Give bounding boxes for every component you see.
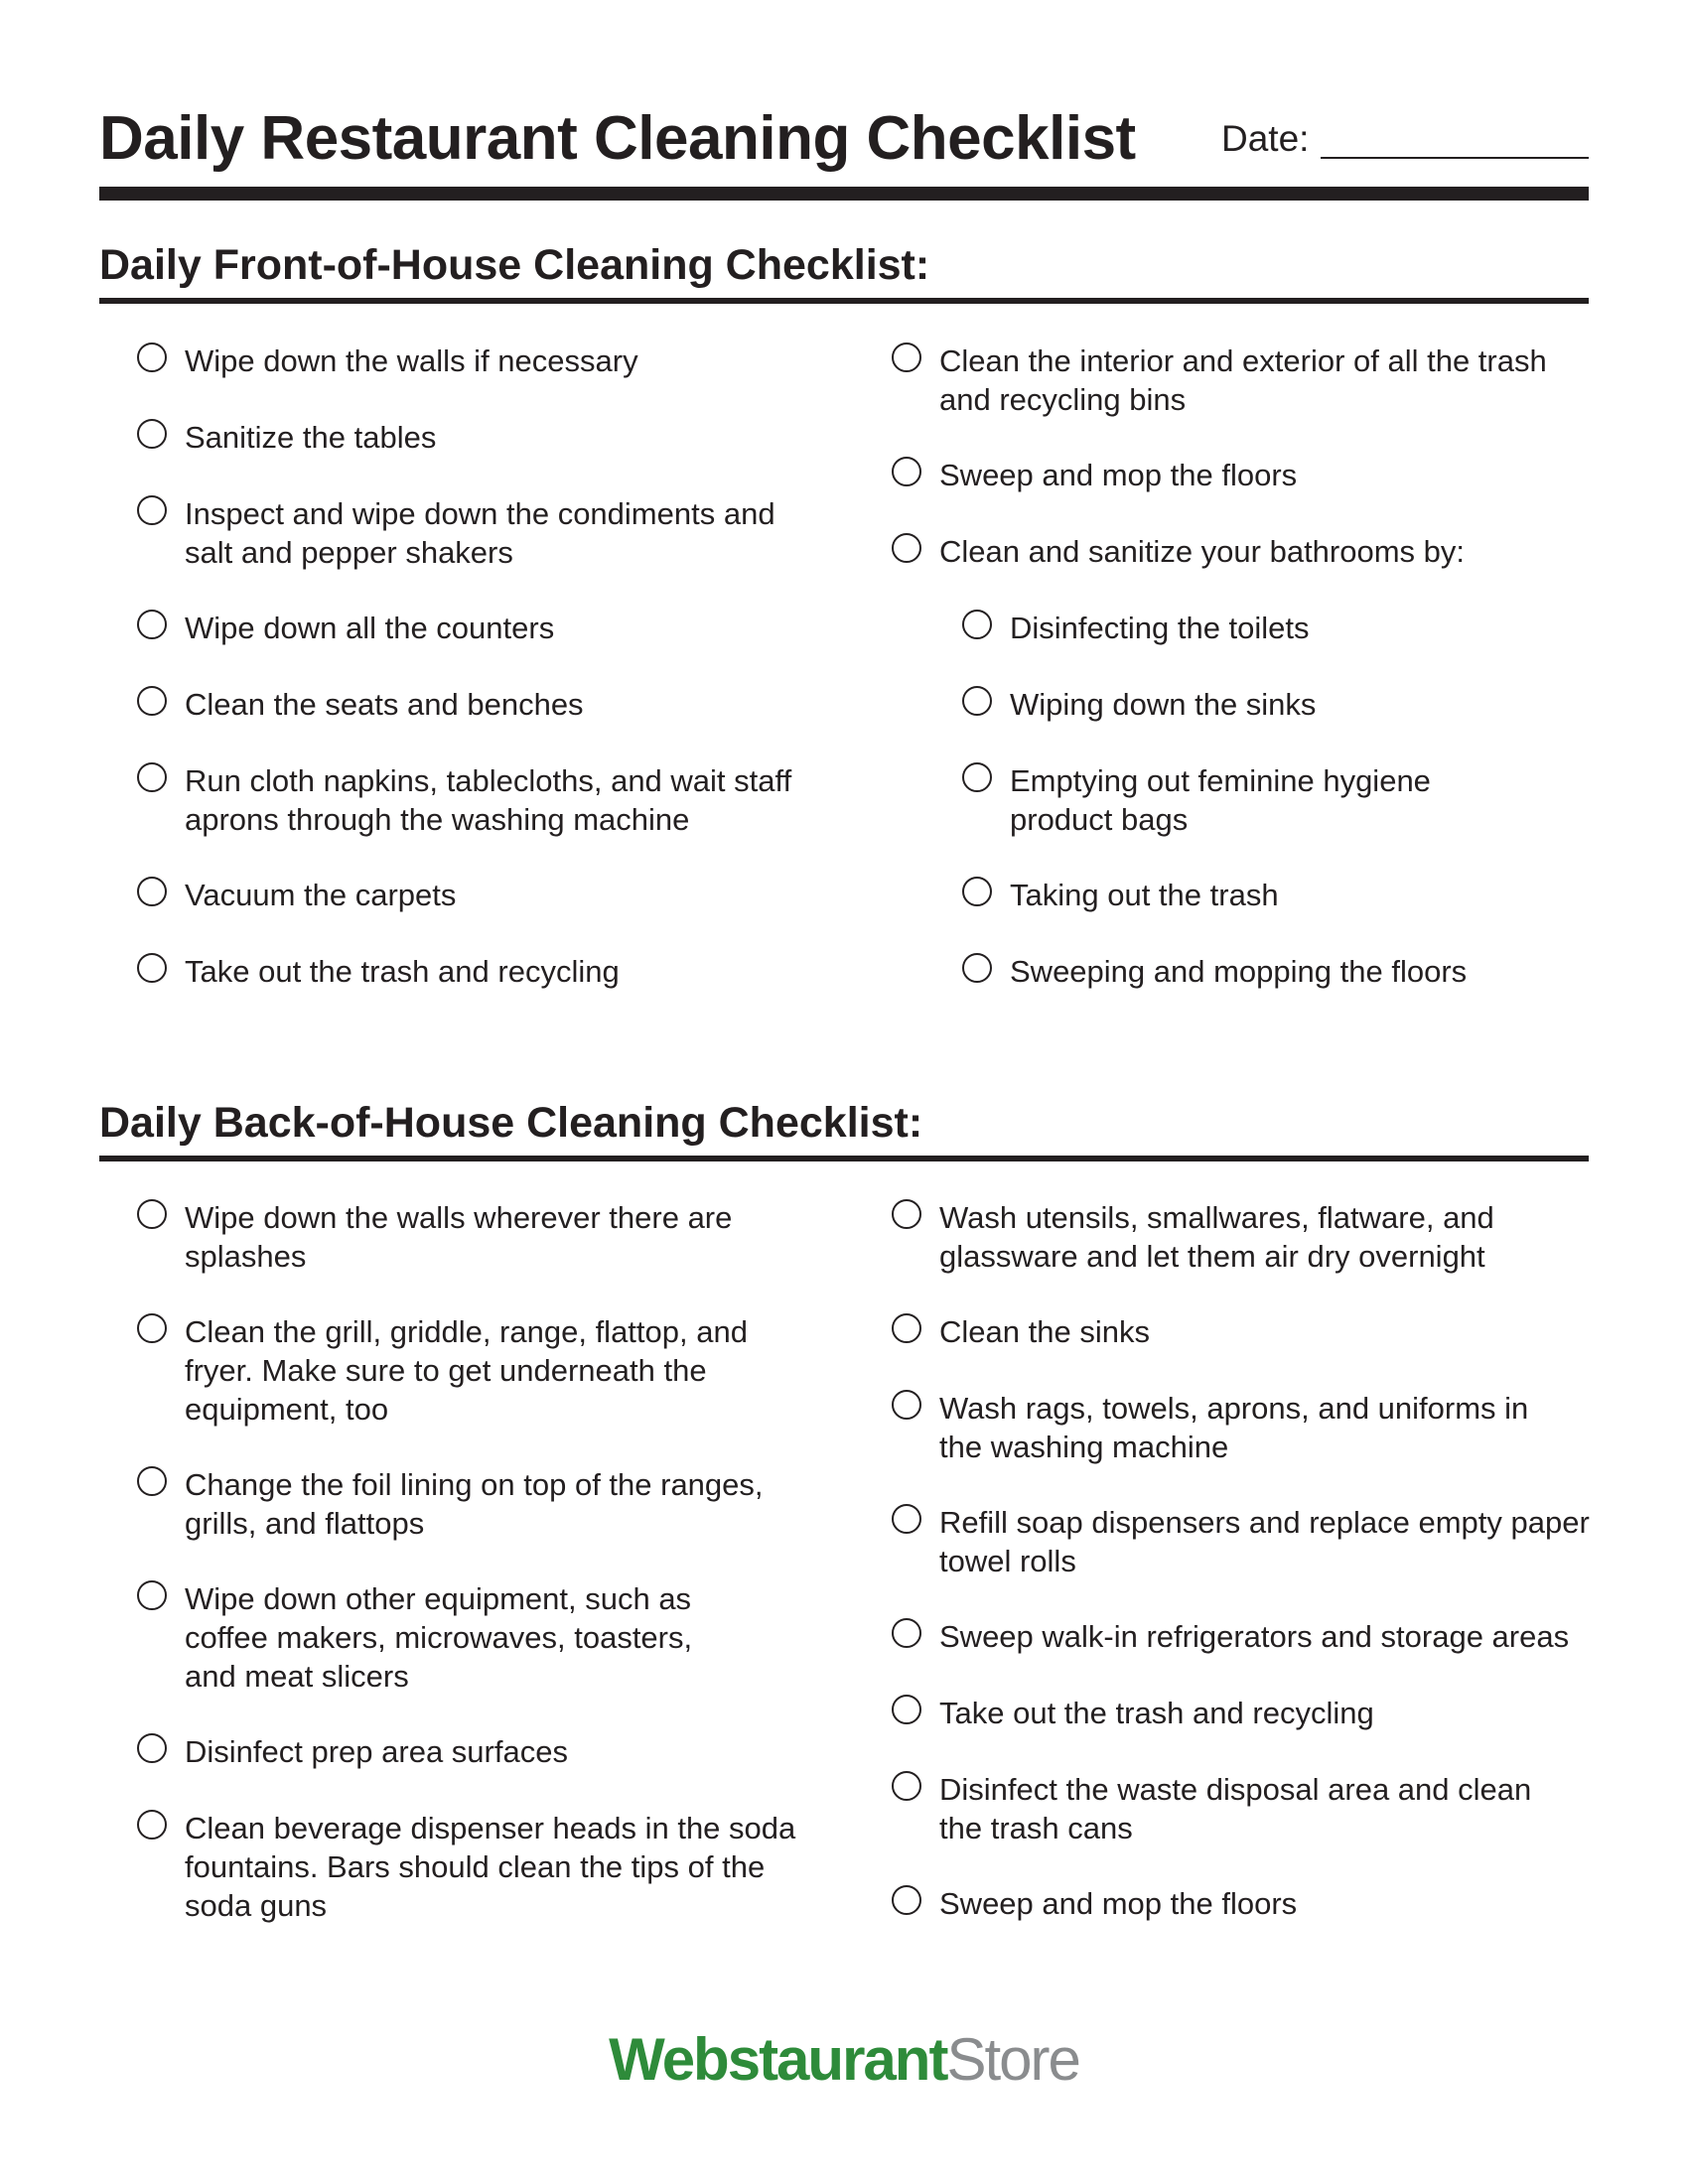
back-of-house-divider xyxy=(99,1156,1589,1161)
checkbox-icon[interactable] xyxy=(892,1504,921,1534)
date-field[interactable] xyxy=(1321,157,1589,159)
checklist-item-label: Wash rags, towels, aprons, and uniforms in the washing machine xyxy=(939,1391,1529,1464)
checklist-item-label: Clean and sanitize your bathrooms by: xyxy=(939,534,1466,569)
checklist-item-label: Wipe down all the counters xyxy=(185,611,555,645)
checkbox-icon[interactable] xyxy=(137,1313,167,1343)
checkbox-icon[interactable] xyxy=(892,1199,921,1229)
checklist-item-label: Wash utensils, smallwares, flatware, and glassware and let them air dry overnight xyxy=(939,1200,1494,1274)
checklist-item[interactable] xyxy=(892,341,1547,419)
checkbox-icon[interactable] xyxy=(892,342,921,372)
checklist-item-label: Sweeping and mopping the floors xyxy=(1010,954,1468,989)
checklist-item[interactable] xyxy=(892,1503,1590,1580)
checklist-item[interactable] xyxy=(137,685,584,724)
checkbox-icon[interactable] xyxy=(137,1733,167,1763)
checkbox-icon[interactable] xyxy=(137,1466,167,1496)
checkbox-icon[interactable] xyxy=(137,953,167,983)
brand-logo xyxy=(0,2027,1688,2093)
checklist-item-label: Take out the trash and recycling xyxy=(939,1696,1374,1730)
checklist-item[interactable] xyxy=(892,1694,1374,1732)
checklist-item-label: Taking out the trash xyxy=(1010,878,1279,912)
brand-logo-bold: Webstaurant xyxy=(609,2026,947,2093)
checklist-item-label: Sweep and mop the floors xyxy=(939,1886,1298,1921)
checkbox-icon[interactable] xyxy=(137,1810,167,1840)
checklist-item-label: Wipe down the walls if necessary xyxy=(185,343,638,378)
title-divider xyxy=(99,187,1589,201)
checkbox-icon[interactable] xyxy=(137,762,167,792)
checklist-item-label: Sanitize the tables xyxy=(185,420,437,455)
checklist-item-label: Refill soap dispensers and replace empty paper towel rolls xyxy=(939,1505,1590,1578)
checkbox-icon[interactable] xyxy=(137,610,167,639)
checklist-item[interactable] xyxy=(892,1770,1531,1847)
brand-logo-light: Store xyxy=(946,2026,1079,2093)
checklist-item-label: Sweep walk-in refrigerators and storage areas xyxy=(939,1619,1570,1654)
checklist-item[interactable] xyxy=(137,418,436,457)
checklist-item-label: Change the foil lining on top of the ranges, grills, and flattops xyxy=(185,1467,764,1541)
checkbox-icon[interactable] xyxy=(137,1580,167,1610)
checklist-item-label: Run cloth napkins, tablecloths, and wait staff aprons through the washing machine xyxy=(185,763,792,837)
checklist-item[interactable] xyxy=(892,1198,1494,1276)
checkbox-icon[interactable] xyxy=(137,419,167,449)
bathroom-subitem[interactable] xyxy=(962,952,1467,991)
checklist-item[interactable] xyxy=(892,1312,1150,1351)
checklist-item-label: Vacuum the carpets xyxy=(185,878,457,912)
checklist-item-label: Wipe down the walls wherever there are splashes xyxy=(185,1200,733,1274)
checkbox-icon[interactable] xyxy=(137,495,167,525)
checklist-item-label: Wipe down other equipment, such as coffee makers, microwaves, toasters, and meat slicers xyxy=(185,1581,693,1694)
checklist-item-label: Disinfect prep area surfaces xyxy=(185,1734,568,1769)
checklist-item[interactable] xyxy=(137,609,554,647)
checkbox-icon[interactable] xyxy=(137,1199,167,1229)
checklist-item-label: Wiping down the sinks xyxy=(1010,687,1317,722)
checklist-item[interactable] xyxy=(137,1732,568,1771)
checkbox-icon[interactable] xyxy=(892,1313,921,1343)
checklist-item-label: Clean the seats and benches xyxy=(185,687,584,722)
page-title: Daily Restaurant Cleaning Checklist xyxy=(99,104,1136,173)
front-of-house-divider xyxy=(99,298,1589,304)
checklist-item-label: Emptying out feminine hygiene product bags xyxy=(1010,763,1431,837)
checklist-item-label: Clean the interior and exterior of all the trash and recycling bins xyxy=(939,343,1547,417)
checklist-item[interactable] xyxy=(892,532,1465,571)
checklist-item[interactable] xyxy=(137,876,456,914)
checklist-item[interactable] xyxy=(892,456,1297,494)
checklist-item[interactable] xyxy=(137,1809,795,1925)
checkbox-icon[interactable] xyxy=(892,457,921,486)
checklist-item[interactable] xyxy=(892,1617,1569,1656)
checklist-item[interactable] xyxy=(137,1465,764,1543)
checklist-item[interactable] xyxy=(137,341,638,380)
checklist-item-label: Sweep and mop the floors xyxy=(939,458,1298,492)
checkbox-icon[interactable] xyxy=(892,1618,921,1648)
checkbox-icon[interactable] xyxy=(137,686,167,716)
page-header xyxy=(99,99,1589,199)
checklist-item-label: Clean the grill, griddle, range, flattop, and fryer. Make sure to get underneath the equipment, too xyxy=(185,1314,748,1427)
checklist-item-label: Disinfect the waste disposal area and clean the trash cans xyxy=(939,1772,1532,1845)
checkbox-icon[interactable] xyxy=(892,1390,921,1420)
checklist-item[interactable] xyxy=(892,1884,1297,1923)
date-block xyxy=(1221,117,1589,177)
checklist-item-label: Clean the sinks xyxy=(939,1314,1150,1349)
bathroom-subitem[interactable] xyxy=(962,609,1310,647)
checklist-item-label: Disinfecting the toilets xyxy=(1010,611,1310,645)
checklist-item-label: Clean beverage dispenser heads in the soda fountains. Bars should clean the tips of the soda guns xyxy=(185,1811,796,1923)
checkbox-icon[interactable] xyxy=(892,533,921,563)
checklist-item[interactable] xyxy=(137,494,775,572)
checklist-item[interactable] xyxy=(137,1198,732,1276)
checkbox-icon[interactable] xyxy=(892,1771,921,1801)
checklist-item[interactable] xyxy=(137,1312,748,1429)
checkbox-icon[interactable] xyxy=(962,877,992,906)
checkbox-icon[interactable] xyxy=(962,686,992,716)
bathroom-subitem[interactable] xyxy=(962,685,1316,724)
date-label: Date: xyxy=(1221,118,1310,159)
bathroom-subitem[interactable] xyxy=(962,761,1431,839)
checklist-item[interactable] xyxy=(137,952,620,991)
checklist-item-label: Inspect and wipe down the condiments and salt and pepper shakers xyxy=(185,496,775,570)
checkbox-icon[interactable] xyxy=(962,610,992,639)
checkbox-icon[interactable] xyxy=(962,762,992,792)
checklist-item[interactable] xyxy=(892,1389,1528,1466)
checkbox-icon[interactable] xyxy=(137,877,167,906)
checkbox-icon[interactable] xyxy=(892,1885,921,1915)
checklist-item-label: Take out the trash and recycling xyxy=(185,954,620,989)
checkbox-icon[interactable] xyxy=(962,953,992,983)
checklist-item[interactable] xyxy=(137,761,791,839)
front-of-house-heading: Daily Front-of-House Cleaning Checklist: xyxy=(99,241,930,289)
bathroom-subitem[interactable] xyxy=(962,876,1279,914)
checkbox-icon[interactable] xyxy=(892,1695,921,1724)
back-of-house-heading: Daily Back-of-House Cleaning Checklist: xyxy=(99,1099,923,1147)
checkbox-icon[interactable] xyxy=(137,342,167,372)
checklist-item[interactable] xyxy=(137,1579,692,1696)
